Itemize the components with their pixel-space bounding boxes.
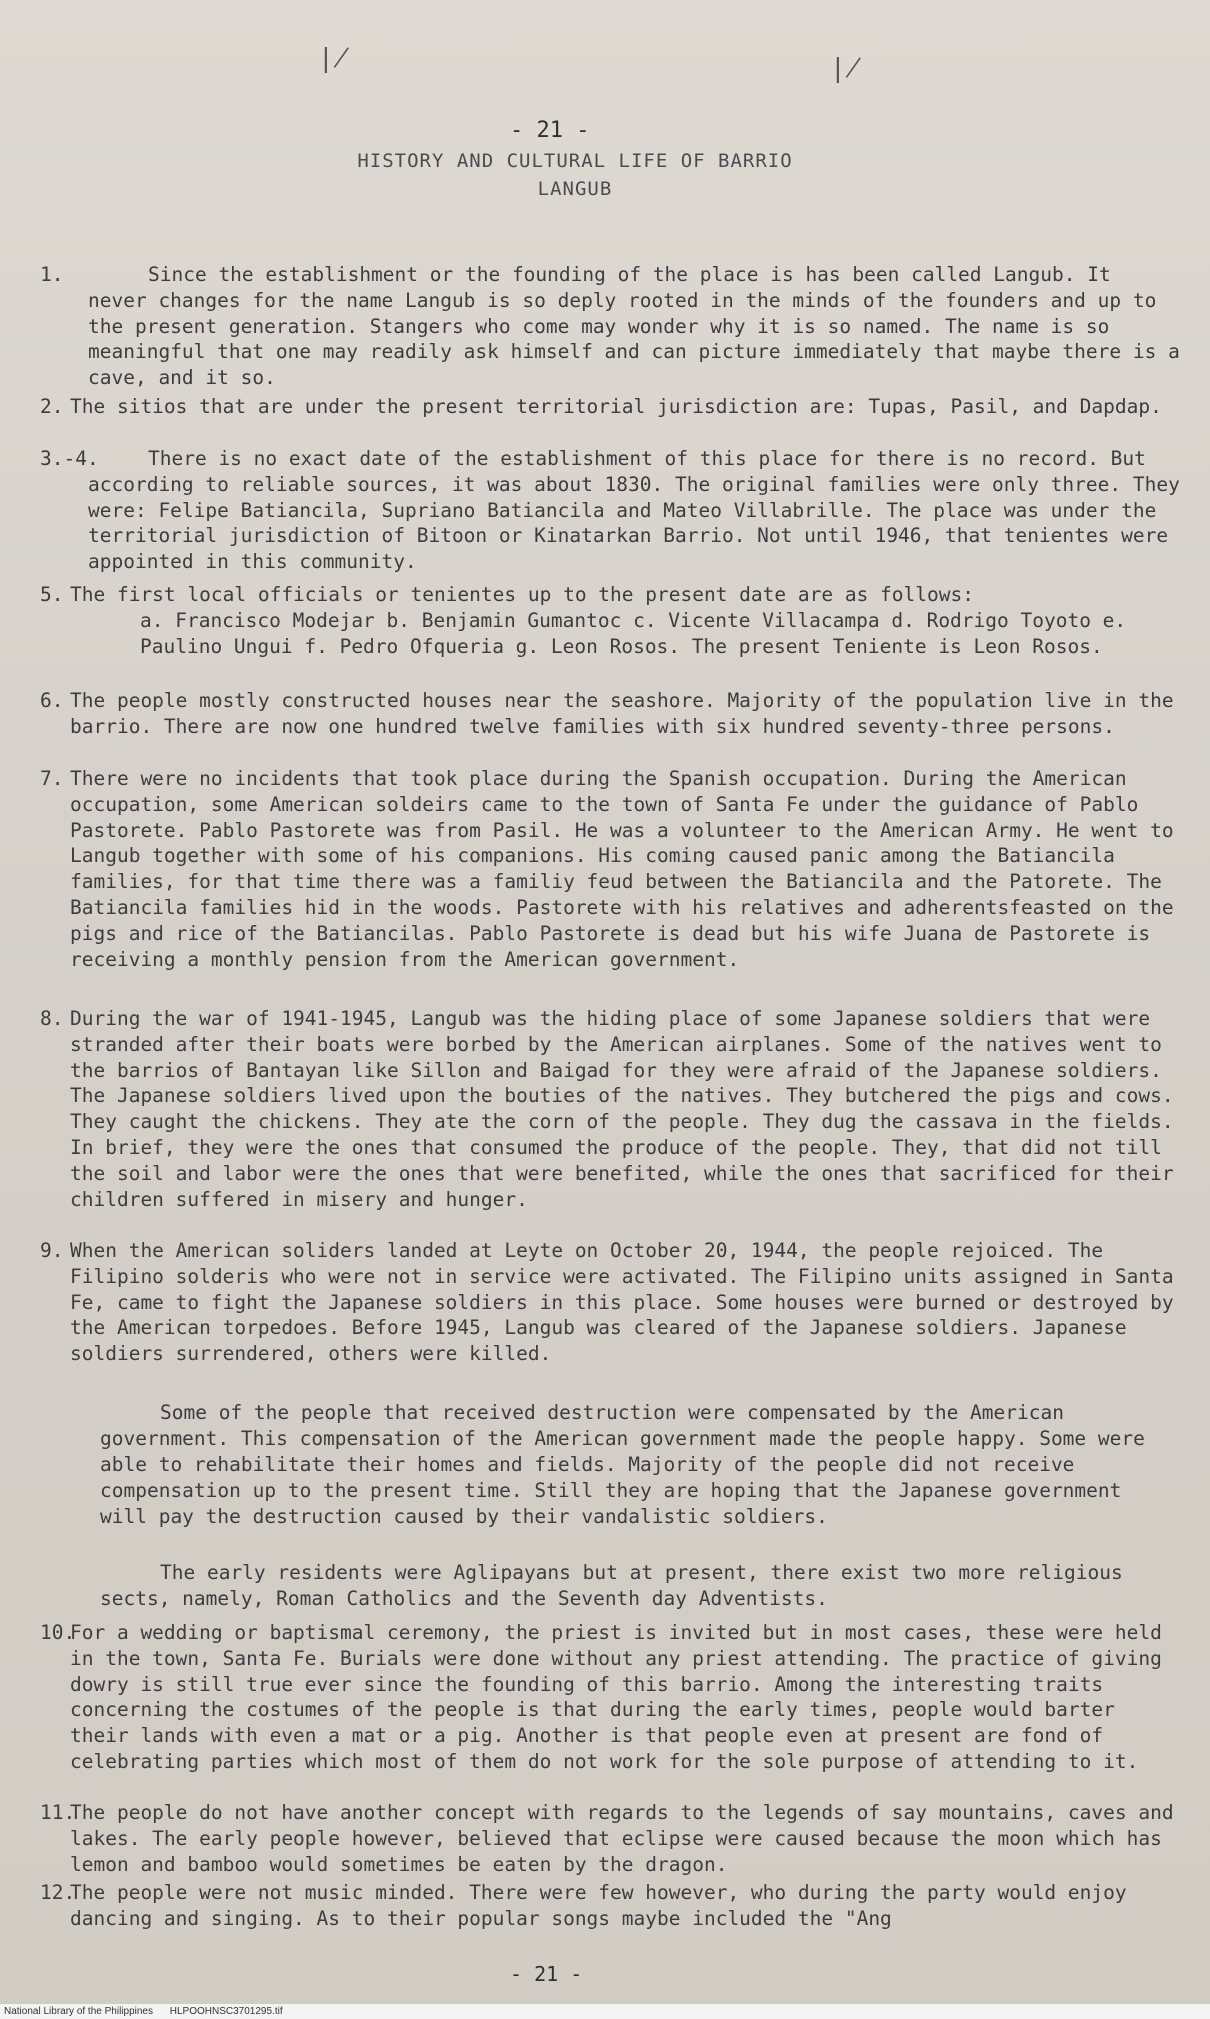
punch-hole-mark: ∤ [318,44,350,74]
religion-paragraph: The early residents were Aglipayans but at present, there exist two more religious sects, namely, Roman Catholics and the Seventh day Adventists. [100,1561,1123,1610]
section-10: 10. For a wedding or baptismal ceremony, the priest is invited but in most cases, these were held in the town, Santa Fe. Burials were done without any priest attending. The practice of giving dowry is still true ever since the founding of this barrio. Among the interesting traits concerning the costumes of the people is that during the early times, people would barter their lands with even a mat or a pig. Another is that people even at present are fond of celebrating parties which most of them do not work for the sole purpose of attending to it. [40,1621,1162,1773]
page-number-bottom: - 21 - [510,1962,583,1986]
section-12: 12. The people were not music minded. There were few however, who during the party would enjoy dancing and singing. As to their popular songs maybe included the "Ang [40,1881,1127,1930]
section-9: 9. When the American soliders landed at Leyte on October 20, 1944, the people rejoiced. The Filipino solderis who were not in service were activated. The Filipino units assigned in Santa Fe, came to fight the Japanese soldiers in this place. Some houses were burned or destroyed by the American torpedoes. Before 1945, Langub was cleared of the Japanese soldiers. Japanese soldiers surrendered, others were killed. [40,1239,1174,1366]
section-3-4: 3.-4. There is no exact date of the establishment of this place for there is no record. But according to reliable sources, it was about 1830. The original families were only three. They were: Felipe Batiancila, Supriano Batiancila and Mateo Villabrille. The place was under the territorial jurisdiction of Bitoon or Kinatarkan Barrio. Not until 1946, that tenientes were appointed in this community. [40,447,1180,574]
section-5: 5. The first local officials or tenientes up to the present date are as follows: a. Francisco Modejar b. Benjamin Gumantoc c. Vicente Villacampa d. Rodrigo Toyoto e. Paulino Ungui f. Pedro Ofqueria g. Leon Rosos. The present Teniente is Leon Rosos. [40,582,1180,659]
footer-file: HLPOOHNSC3701295.tif [169,2006,283,2017]
document-subtitle: LANGUB [537,178,613,200]
section-11: 11. The people do not have another concept with regards to the legends of say mountains, caves and lakes. The early people however, believed that eclipse were caused because the moon which has lemon and bamboo would sometimes be eaten by the dragon. [40,1801,1174,1876]
page-number-top: - 21 - [510,118,590,143]
section-2: 2. The sitios that are under the present territorial jurisdiction are: Tupas, Pasil, and Dapdap. [40,395,1162,418]
officials-list: a. Francisco Modejar b. Benjamin Gumantoc c. Vicente Villacampa d. Rodrigo Toyoto e. Paulino Ungui f. Pedro Ofqueria g. Leon Rosos. The present Teniente is Leon Rosos. [140,608,1127,658]
scan-footer [0,2004,1210,2019]
section-8: 8. During the war of 1941-1945, Langub was the hiding place of some Japanese soldiers that were stranded after their boats were borbed by the American airplanes. Some of the natives went to the barrios of Bantayan like Sillon and Baigad for they were afraid of the Japanese soldiers. The Japanese soldiers lived upon the bouties of the natives. They butchered the pigs and cows. They caught the chickens. They ate the corn of the people. They dug the cassava in the fields. In brief, they were the ones that consumed the produce of the people. They, that did not till the soil and labor were the ones that were benefited, while the ones that sacrificed for their children suffered in misery and hunger. [40,1007,1174,1211]
punch-hole-mark: ∤ [830,54,862,84]
footer-library: National Library of the Philippines [4,2006,153,2017]
section-6: 6. The people mostly constructed houses near the seashore. Majority of the population live in the barrio. There are now one hundred twelve families with six hundred seventy-three persons. [40,689,1174,738]
compensation-paragraph: Some of the people that received destruction were compensated by the American government. This compensation of the American government made the people happy. Some were able to rehabilitate their homes and fields. Majority of the people did not receive compensation up to the present time. Still they are hoping that the Japanese government will pay the destruction caused by their vandalistic soldiers. [100,1401,1145,1528]
section-1: 1. Since the establishment or the founding of the place is has been called Langub. It never changes for the name Langub is so deply rooted in the minds of the founders and up to the present generation. Stangers who come may wonder why it is so named. The name is so meaningful that one may readily ask himself and can picture immediately that maybe there is a cave, and it so. [40,263,1180,390]
section-7: 7. There were no incidents that took place during the Spanish occupation. During the American occupation, some American soldeirs came to the town of Santa Fe under the guidance of Pablo Pastorete. Pablo Pastorete was from Pasil. He was a volunteer to the American Army. He went to Langub together with some of his companions. His coming caused panic among the Batiancila families, for that time there was a familiy feud between the Batiancila and the Patorete. The Batiancila families hid in the woods. Pastorete with his relatives and adherentsfeasted on the pigs and rice of the Batiancilas. Pablo Pastorete is dead but his wife Juana de Pastorete is receiving a monthly pension from the American government. [40,767,1174,971]
document-title: HISTORY AND CULTURAL LIFE OF BARRIO [357,150,793,172]
